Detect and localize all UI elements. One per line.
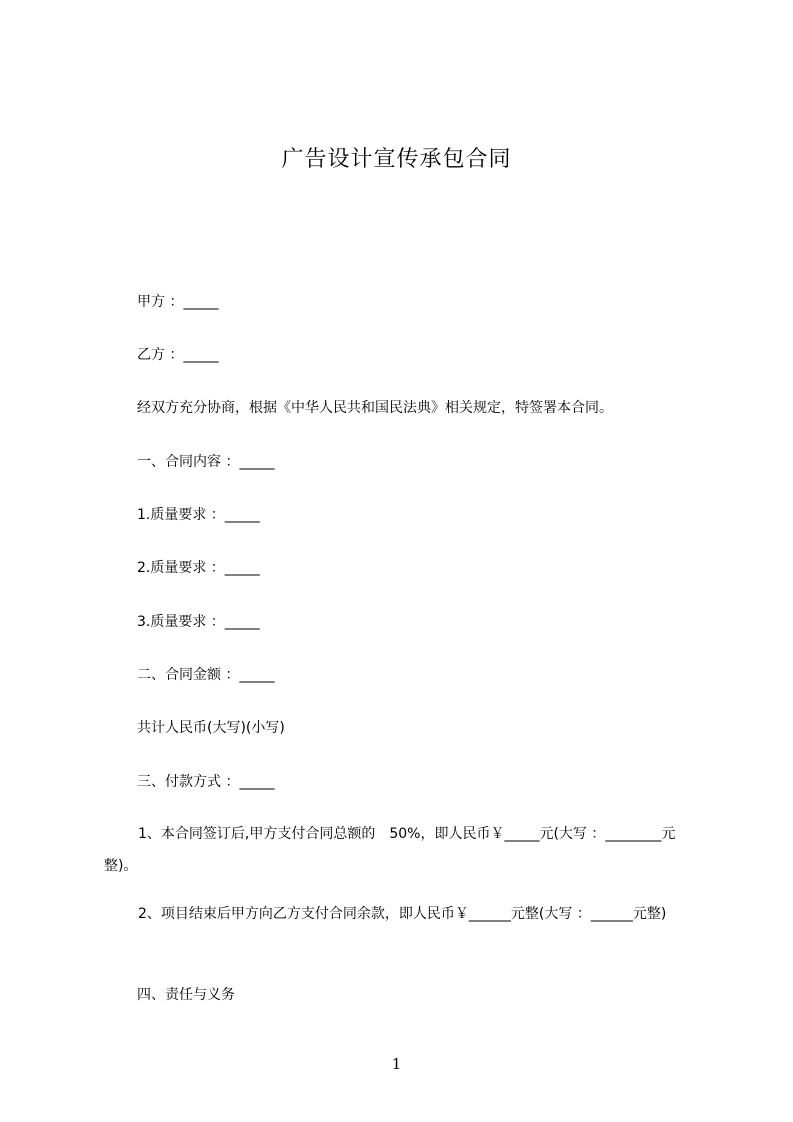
quality-requirement-3: 3.质量要求 ：_____ <box>137 614 260 630</box>
payment-clause-2-text: 2、项目结束后甲方向乙方支付合同余款，即人民币￥______元整(大写 ：______元整) <box>138 906 667 922</box>
section4-heading: 四、责任与义务 <box>137 987 235 1003</box>
payment-clause-2 <box>104 898 704 930</box>
preamble-text: 经双方充分协商，根据《中华人民共和国民法典》相关规定，特签署本合同。 <box>137 400 613 416</box>
section3-heading: 三、付款方式 ：_____ <box>137 774 275 790</box>
quality-requirement-2: 2.质量要求 ：_____ <box>137 560 260 576</box>
quality-requirement-1: 1.质量要求 ：_____ <box>137 507 260 523</box>
document-title: 广告设计宣传承包合同 <box>281 147 512 172</box>
section1-heading: 一、合同内容 ：_____ <box>137 454 275 470</box>
party-b-line: 乙方 ：_____ <box>137 347 219 363</box>
payment-clause-1 <box>104 818 704 882</box>
page-number: 1 <box>391 1055 402 1073</box>
section2-heading: 二、合同金额 ：_____ <box>137 667 275 683</box>
party-a-line: 甲方 ：_____ <box>137 294 219 310</box>
total-amount-line: 共计人民币(大写)(小写) <box>137 720 285 736</box>
payment-clause-1-text: 1、本合同签订后,甲方支付合同总额的 50%，即人民币￥_____元(大写 ：________元整)。 <box>104 826 676 874</box>
